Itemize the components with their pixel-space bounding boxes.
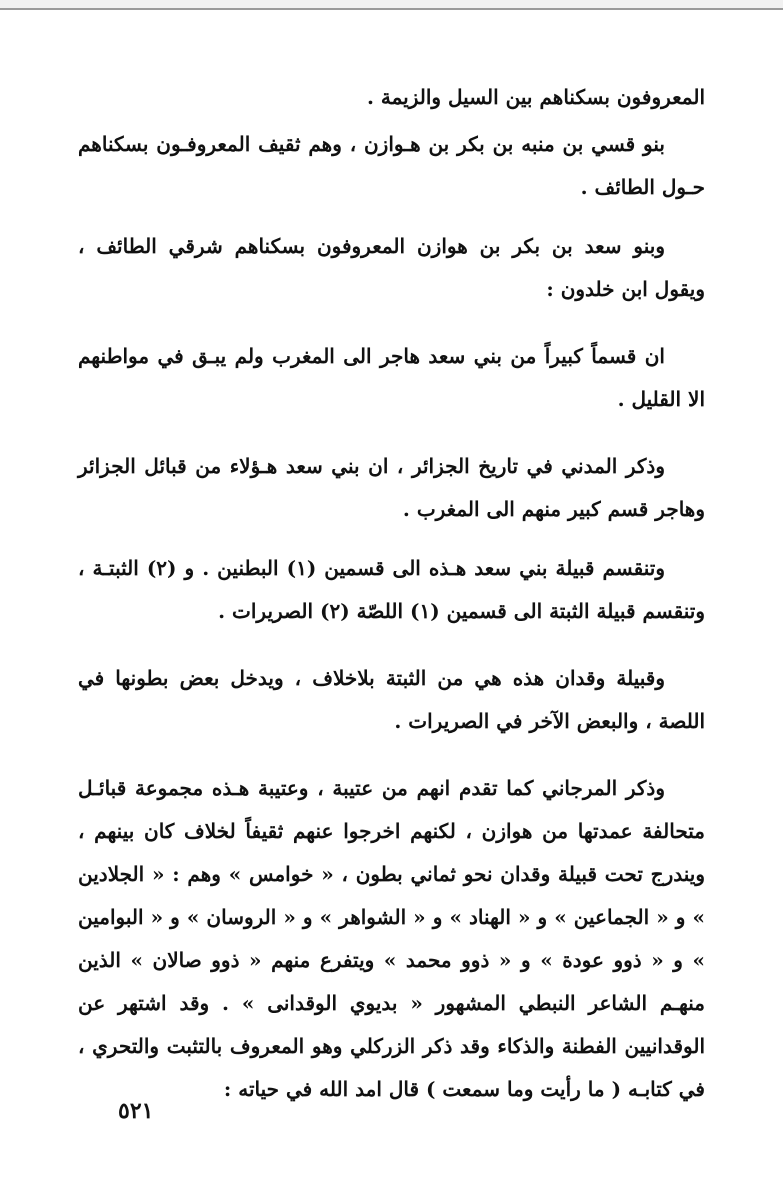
paragraph-3: وبنو سعد بن بكر بن هوازن المعروفون بسكناهم شرقي الطائف ، ويقول ابن خلدون : — [78, 234, 705, 301]
paragraph-7: وقبيلة وقدان هذه هي من الثبتة بلاخلاف ، ويدخل بعض بطونها في اللصة ، والبعض الآخر في الصريرات . — [78, 666, 705, 733]
paragraph-4: ان قسماً كبيراً من بني سعد هاجر الى المغرب ولم يبـق في مواطنهم الا القليل . — [78, 344, 705, 411]
paragraph-6: وتنقسم قبيلة بني سعد هـذه الى قسمين (١) البطنين . و (٢) الثبتـة ، وتنقسم قبيلة الثبتة الى قسمين (١) اللصّة (٢) الصريرات . — [78, 556, 705, 623]
paragraph-5: وذكر المدني في تاريخ الجزائر ، ان بني سعد هـؤلاء من قبائل الجزائر وهاجر قسم كبير منهم الى المغرب . — [78, 454, 705, 521]
page-number: ٥٢١ — [118, 1098, 154, 1124]
page-body — [78, 76, 705, 1111]
paragraph-2: بنو قسي بن منبه بن بكر بن هـوازن ، وهم ثقيف المعروفـون بسكناهم حـول الطائف . — [78, 132, 705, 199]
paragraph-8: وذكر المرجاني كما تقدم انهم من عتيبة ، وعتيبة هـذه مجموعة قبائـل متحالفة عمدتها من هوازن ، لكنهم اخرجوا عنهم ثقيفاً لخلاف كان بينهم ، ويندرج تحت قبيلة وقدان نحو ثماني بطون ، « خوامس » وهم : « الجلادين » و « الجماعين » و « الهناد » و « الشواهر » و « الروسان » و « البوامين » و « ذوو عودة » و « ذوو محمد » ويتفرع منهم « ذوو صالان » الذين منهـم الشاعر النبطي المشهور « بديوي الوقدانى » . وقد اشتهر عن الوقدانيين الفطنة والذكاء وقد ذكر الزركلي وهو المعروف بالتثبت والتحري ، في كتابـه ( ما رأيت وما سمعت ) قال امد الله في حياته : — [78, 776, 705, 1101]
top-border — [0, 0, 783, 10]
paragraph-1: المعروفون بسكناهم بين السيل والزيمة . — [366, 85, 705, 109]
